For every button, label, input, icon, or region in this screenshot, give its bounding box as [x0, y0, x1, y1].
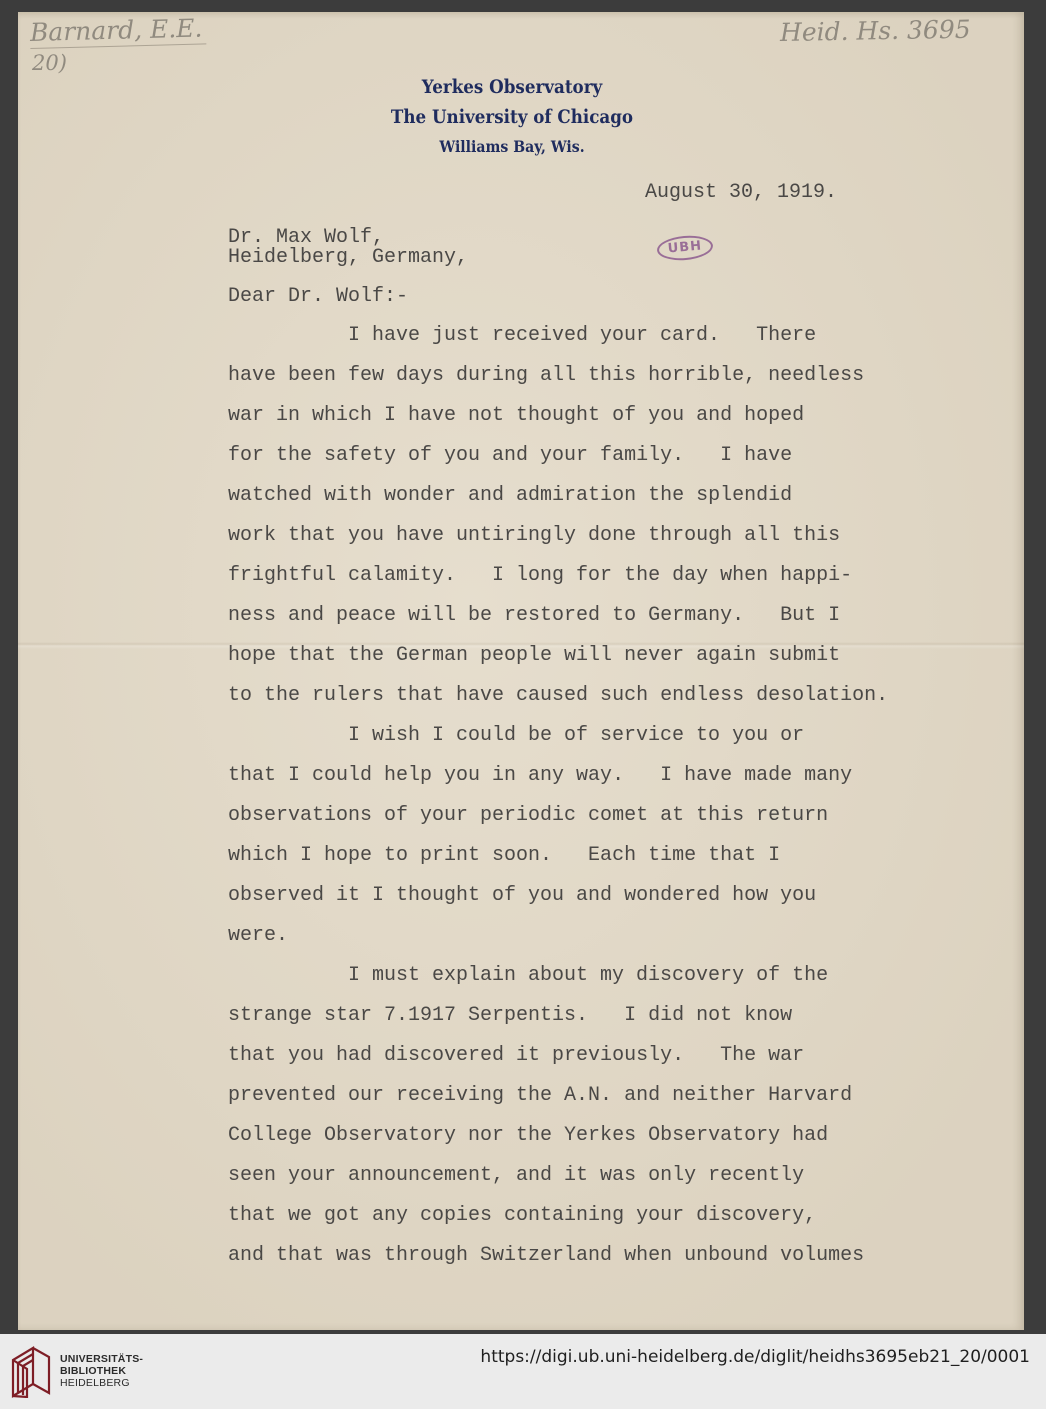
pencil-note-shelfmark: Heid. Hs. 3695 [779, 14, 971, 47]
body-line: were. [228, 924, 289, 947]
letter-date: August 30, 1919. [645, 181, 838, 204]
body-line: seen your announcement, and it was only recently [228, 1164, 805, 1187]
letterhead-observatory: Yerkes Observatory [421, 76, 603, 98]
body-line: watched with wonder and admiration the splendid [228, 484, 793, 507]
body-line: I wish I could be of service to you or [348, 724, 805, 747]
salutation: Dear Dr. Wolf:- [228, 285, 409, 308]
library-name-line-1: UNIVERSITÄTS- [60, 1353, 144, 1365]
paragraph-1 [228, 316, 928, 716]
body-line: I must explain about my discovery of the [348, 964, 829, 987]
body-line: frightful calamity. I long for the day when happi- [228, 564, 853, 587]
library-name [60, 1353, 143, 1389]
paragraph-2 [228, 716, 928, 956]
recipient-location: Heidelberg, Germany, [228, 246, 469, 269]
body-line: have been few days during all this horrible, needless [228, 364, 865, 387]
letter-body [228, 316, 928, 1276]
body-line: ness and peace will be restored to Germany. But I [228, 604, 841, 627]
ubh-stamp: UBH [656, 234, 714, 263]
letterhead-location: Williams Bay, Wis. [439, 137, 585, 156]
body-line: College Observatory nor the Yerkes Observatory had [228, 1124, 829, 1147]
document-url: https://digi.ub.uni-heidelberg.de/diglit/heidhs3695eb21_20/0001 [480, 1347, 1030, 1367]
body-line: that we got any copies containing your discovery, [228, 1204, 817, 1227]
body-line: I have just received your card. There [348, 324, 817, 347]
library-logo-icon [10, 1345, 52, 1398]
body-line: work that you have untiringly done through all this [228, 524, 841, 547]
digitization-footer [0, 1334, 1046, 1409]
recipient-name: Dr. Max Wolf, [228, 226, 385, 249]
body-line: prevented our receiving the A.N. and neither Harvard [228, 1084, 853, 1107]
pencil-note-author: Barnard, E.E. [30, 13, 207, 49]
body-line: and that was through Switzerland when unbound volumes [228, 1244, 865, 1267]
letterhead [312, 72, 712, 162]
library-name-line-2: BIBLIOTHEK [60, 1365, 127, 1377]
body-line: war in which I have not thought of you and hoped [228, 404, 805, 427]
body-line: which I hope to print soon. Each time that I [228, 844, 781, 867]
paragraph-3 [228, 956, 928, 1276]
body-line: hope that the German people will never again submit [228, 644, 841, 667]
body-line: observations of your periodic comet at this return [228, 804, 829, 827]
letter-sheet [18, 12, 1024, 1330]
body-line: that you had discovered it previously. The war [228, 1044, 805, 1067]
body-line: to the rulers that have caused such endless desolation. [228, 684, 889, 707]
recipient-address [228, 228, 468, 268]
body-line: strange star 7.1917 Serpentis. I did not know [228, 1004, 793, 1027]
pencil-note-number: 20) [32, 51, 67, 75]
library-name-line-3: HEIDELBERG [60, 1377, 130, 1389]
body-line: observed it I thought of you and wondered how you [228, 884, 817, 907]
body-line: for the safety of you and your family. I have [228, 444, 793, 467]
body-line: that I could help you in any way. I have made many [228, 764, 853, 787]
letterhead-university: The University of Chicago [390, 106, 634, 128]
